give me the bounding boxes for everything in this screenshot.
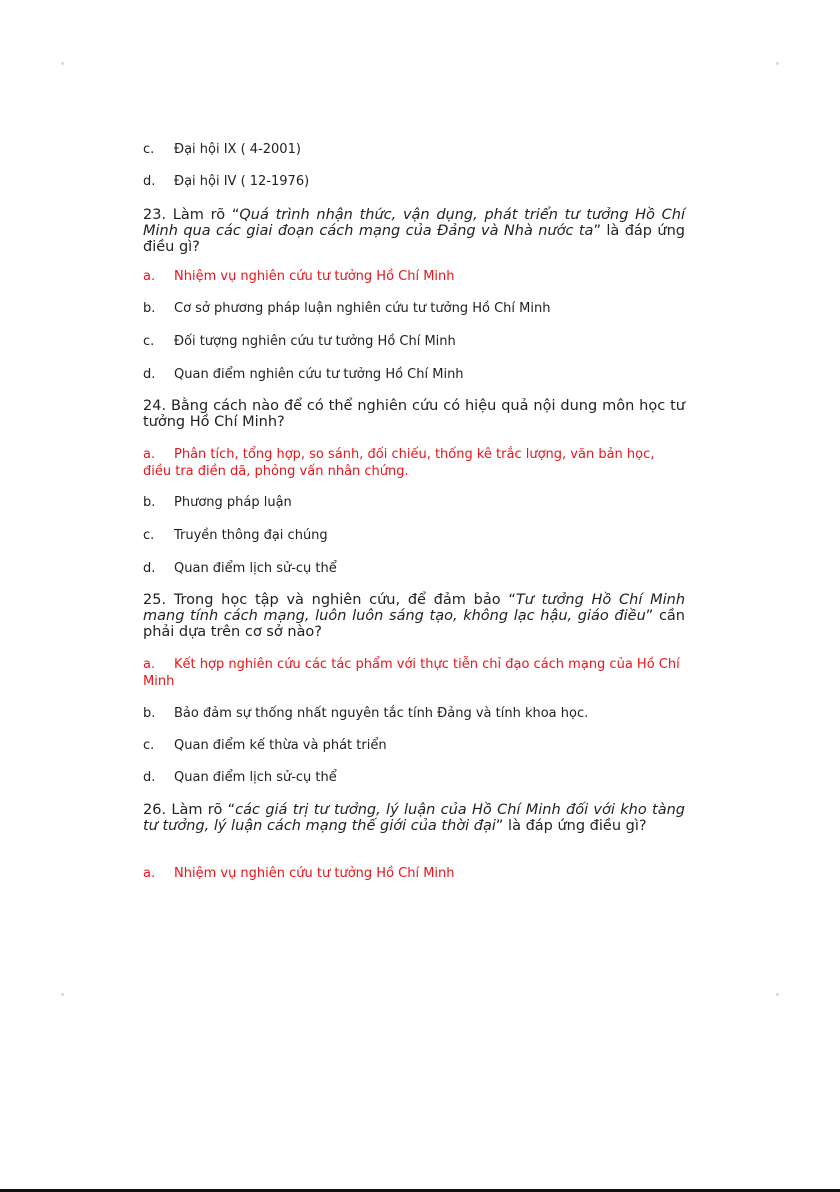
question-25: 25. Trong học tập và nghiên cứu, để đảm bảo “Tư tưởng Hồ Chí Minh mang tính cách mạng, luôn luôn sáng tạo, không lạc hậu, giáo điều” cần phải dựa trên cơ sở nào? xyxy=(143,592,686,640)
question-number: 25. xyxy=(143,592,167,608)
correct-answer-option: a. Nhiệm vụ nghiên cứu tư tưởng Hồ Chí Minh xyxy=(143,269,455,284)
answer-option: c. Quan điểm kế thừa và phát triển xyxy=(143,738,387,753)
correct-answer-option: a. Nhiệm vụ nghiên cứu tư tưởng Hồ Chí Minh xyxy=(143,866,455,881)
scan-mark xyxy=(776,62,779,65)
answer-option: b. Phương pháp luận xyxy=(143,495,292,510)
answer-option: c. Truyền thông đại chúng xyxy=(143,528,328,543)
question-number: 26. xyxy=(143,802,167,818)
answer-option: d. Đại hội IV ( 12-1976) xyxy=(143,174,310,189)
answer-option: d. Quan điểm lịch sử-cụ thể xyxy=(143,770,337,785)
question-26: 26. Làm rõ “các giá trị tư tưởng, lý luận của Hồ Chí Minh đối với kho tàng tư tưởng, lý luận cách mạng thế giới của thời đại” là đáp ứng điều gì? xyxy=(143,802,685,834)
scan-mark xyxy=(61,993,64,996)
answer-option: d. Quan điểm lịch sử-cụ thể xyxy=(143,561,337,576)
answer-option: d. Quan điểm nghiên cứu tư tưởng Hồ Chí Minh xyxy=(143,367,464,382)
answer-option: b. Bảo đảm sự thống nhất nguyên tắc tính Đảng và tính khoa học. xyxy=(143,706,589,721)
answer-option: b. Cơ sở phương pháp luận nghiên cứu tư tưởng Hồ Chí Minh xyxy=(143,301,551,316)
correct-answer-option: a. Kết hợp nghiên cứu các tác phẩm với thực tiễn chỉ đạo cách mạng của Hồ Chí Minh xyxy=(143,657,680,689)
scan-mark xyxy=(776,993,779,996)
answer-option: c. Đối tượng nghiên cứu tư tưởng Hồ Chí Minh xyxy=(143,334,456,349)
scan-mark xyxy=(61,62,64,65)
question-number: 23. xyxy=(143,207,167,223)
correct-answer-option: a. Phân tích, tổng hợp, so sánh, đối chiếu, thống kê trắc lượng, văn bản học, điều tra điền dã, phỏng vấn nhân chứng. xyxy=(143,447,655,479)
question-23: 23. Làm rõ “Quá trình nhận thức, vận dụng, phát triển tư tưởng Hồ Chí Minh qua các giai đoạn cách mạng của Đảng và Nhà nước ta” là đáp ứng điều gì? xyxy=(143,207,685,255)
question-number: 24. xyxy=(143,398,167,414)
answer-option: c. Đại hội IX ( 4-2001) xyxy=(143,142,301,157)
question-24: 24. Bằng cách nào để có thể nghiên cứu có hiệu quả nội dung môn học tư tưởng Hồ Chí Minh? xyxy=(143,398,685,430)
